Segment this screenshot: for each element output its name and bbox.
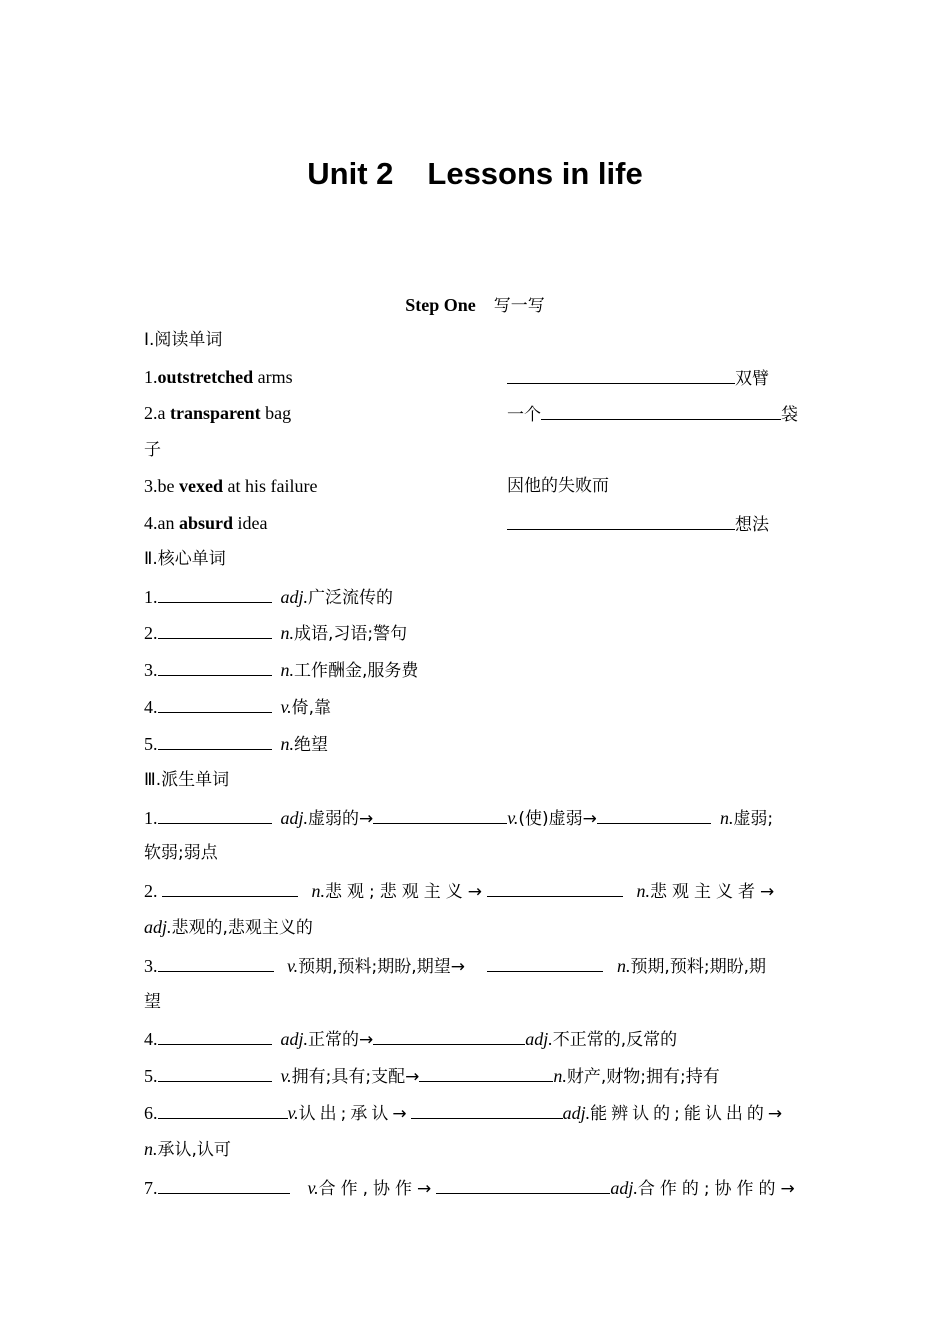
reading-answer-2: 一个 袋 bbox=[507, 402, 798, 426]
section1-heading: Ⅰ.阅读单词 bbox=[144, 330, 223, 350]
answer-blank[interactable] bbox=[419, 1064, 553, 1082]
answer-blank[interactable] bbox=[373, 1027, 525, 1045]
derived-item-7: 7. v.合作,协作→ adj.合作的;协作的→ bbox=[144, 1178, 800, 1199]
derived-item-6: 6. v.认出;承认→ adj.能辨认的;能认出的→ bbox=[144, 1103, 787, 1124]
reading-word: transparent bbox=[170, 403, 261, 423]
unit-name: Lessons in life bbox=[427, 156, 643, 191]
answer-blank[interactable] bbox=[487, 954, 603, 972]
derived-item-6-wrap: n.承认,认可 bbox=[144, 1139, 231, 1160]
core-item-1: 1. adj.广泛流传的 bbox=[144, 587, 394, 608]
answer-blank[interactable] bbox=[158, 695, 272, 713]
reading-item-3: 3.be vexed at his failure bbox=[144, 476, 318, 496]
core-item-4: 4. v.倚,靠 bbox=[144, 697, 332, 718]
answer-blank[interactable] bbox=[158, 1101, 288, 1119]
page-title bbox=[0, 156, 950, 192]
derived-item-1-wrap: 软弱;弱点 bbox=[144, 843, 218, 863]
reading-item-2: 2.a transparent bag bbox=[144, 403, 292, 423]
answer-blank[interactable] bbox=[158, 806, 272, 824]
reading-word: absurd bbox=[179, 513, 234, 533]
reading-item-1: 1.outstretched arms bbox=[144, 367, 293, 387]
answer-blank[interactable] bbox=[158, 732, 272, 750]
answer-blank[interactable] bbox=[373, 806, 507, 824]
derived-item-1: 1. adj.虚弱的→ v.(使)虚弱→ n.虚弱; bbox=[144, 808, 774, 829]
core-item-5: 5. n.绝望 bbox=[144, 734, 328, 755]
derived-item-5: 5. v.拥有;具有;支配→ n.财产,财物;拥有;持有 bbox=[144, 1066, 720, 1087]
derived-item-4: 4. adj.正常的→ adj.不正常的,反常的 bbox=[144, 1029, 678, 1050]
answer-blank[interactable] bbox=[436, 1176, 610, 1194]
answer-blank[interactable] bbox=[158, 954, 274, 972]
answer-blank[interactable] bbox=[487, 879, 623, 897]
reading-answer-4: 想法 bbox=[507, 512, 769, 536]
section3-heading: Ⅲ.派生单词 bbox=[144, 770, 230, 790]
core-item-3: 3. n.工作酬金,服务费 bbox=[144, 660, 419, 681]
derived-item-2-wrap: adj.悲观的,悲观主义的 bbox=[144, 917, 313, 938]
reading-item-2-wrap: 子 bbox=[144, 440, 161, 460]
reading-item-4: 4.an absurd idea bbox=[144, 513, 268, 533]
step-heading bbox=[0, 291, 950, 316]
answer-blank[interactable] bbox=[158, 585, 272, 603]
step-cn: 写一写 bbox=[493, 296, 545, 316]
reading-word: outstretched bbox=[157, 367, 254, 387]
reading-word: vexed bbox=[179, 476, 223, 496]
answer-blank[interactable] bbox=[507, 512, 735, 530]
reading-answer-3: 因他的失败而 bbox=[507, 476, 609, 496]
answer-blank[interactable] bbox=[162, 879, 298, 897]
answer-blank[interactable] bbox=[411, 1101, 563, 1119]
answer-blank[interactable] bbox=[158, 621, 272, 639]
answer-blank[interactable] bbox=[158, 1176, 290, 1194]
unit-label: Unit 2 bbox=[307, 156, 394, 191]
answer-blank[interactable] bbox=[158, 1027, 272, 1045]
derived-item-3: 3. v.预期,预料;期盼,期望→ n.预期,预料;期盼,期 bbox=[144, 956, 766, 977]
answer-blank[interactable] bbox=[507, 366, 735, 384]
step-label: Step One bbox=[405, 295, 476, 315]
section2-heading: Ⅱ.核心单词 bbox=[144, 549, 226, 569]
core-item-2: 2. n.成语,习语;警句 bbox=[144, 623, 408, 644]
derived-item-3-wrap: 望 bbox=[144, 992, 161, 1012]
answer-blank[interactable] bbox=[541, 402, 781, 420]
answer-blank[interactable] bbox=[597, 806, 711, 824]
answer-blank[interactable] bbox=[158, 1064, 272, 1082]
answer-blank[interactable] bbox=[158, 658, 272, 676]
derived-item-2: 2. n.悲观;悲观主义→ n.悲观主义者→ bbox=[144, 881, 780, 902]
reading-answer-1: 双臂 bbox=[507, 366, 769, 390]
